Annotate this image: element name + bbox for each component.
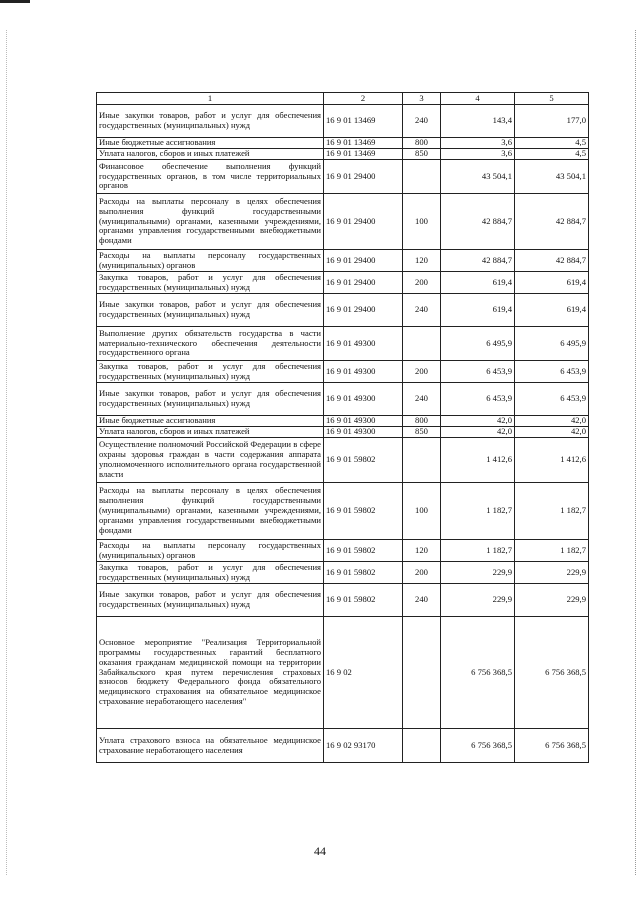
table-row: [97, 483, 589, 540]
cell-amount-year-2: 42,0: [515, 416, 589, 427]
cell-amount-year-1: 619,4: [441, 294, 515, 327]
cell-expense-type: 200: [403, 562, 441, 584]
cell-code: 16 9 01 49300: [324, 383, 403, 416]
cell-name: Финансовое обеспечение выполнения функций государственных органов, в том числе территориальных органов: [97, 160, 324, 194]
cell-expense-type: 850: [403, 149, 441, 160]
cell-code: 16 9 01 49300: [324, 327, 403, 361]
table-row: [97, 327, 589, 361]
cell-name: Иные бюджетные ассигнования: [97, 416, 324, 427]
cell-expense-type: 100: [403, 194, 441, 250]
scan-right-edge: [635, 30, 636, 875]
cell-expense-type: 120: [403, 540, 441, 562]
cell-code: 16 9 01 59802: [324, 483, 403, 540]
cell-amount-year-1: 43 504,1: [441, 160, 515, 194]
cell-expense-type: [403, 617, 441, 729]
cell-code: 16 9 01 13469: [324, 149, 403, 160]
page-number: 44: [314, 844, 326, 858]
header-col-2: 2: [324, 93, 403, 105]
cell-amount-year-1: 3,6: [441, 149, 515, 160]
table-row: [97, 540, 589, 562]
cell-amount-year-2: 229,9: [515, 562, 589, 584]
cell-expense-type: 800: [403, 138, 441, 149]
scan-corner-mark: [0, 0, 30, 3]
header-row: [97, 93, 589, 105]
cell-expense-type: [403, 160, 441, 194]
cell-name: Иные закупки товаров, работ и услуг для обеспечения государственных (муниципальных) нужд: [97, 105, 324, 138]
table-row: [97, 272, 589, 294]
cell-name: Осуществление полномочий Российской Федерации в сфере охраны здоровья граждан в части содержания аппарата уполномоченного исполнительного органа государственной власти: [97, 438, 324, 483]
cell-name: Расходы на выплаты персоналу государственных (муниципальных) органов: [97, 250, 324, 272]
table-row: [97, 250, 589, 272]
cell-amount-year-2: 1 412,6: [515, 438, 589, 483]
cell-code: 16 9 01 59802: [324, 540, 403, 562]
table-row: [97, 729, 589, 763]
table-row: [97, 149, 589, 160]
cell-amount-year-1: 42 884,7: [441, 250, 515, 272]
cell-expense-type: 240: [403, 105, 441, 138]
cell-name: Расходы на выплаты персоналу государственных (муниципальных) органов: [97, 540, 324, 562]
cell-name: Основное мероприятие "Реализация Территориальной программы государственных гарантий бесплатного оказания гражданам медицинской помощи на территории Забайкальского края путем перечисления страховых взносов бюджету Федерального фонда обязательного медицинского страхования на обязательное медицинское страхование неработающего населения": [97, 617, 324, 729]
table-row: [97, 138, 589, 149]
cell-amount-year-2: 43 504,1: [515, 160, 589, 194]
cell-code: 16 9 01 49300: [324, 416, 403, 427]
cell-amount-year-1: 1 412,6: [441, 438, 515, 483]
table-row: [97, 160, 589, 194]
header-col-5: 5: [515, 93, 589, 105]
table-row: [97, 416, 589, 427]
cell-code: 16 9 01 59802: [324, 584, 403, 617]
header-col-1: 1: [97, 93, 324, 105]
cell-expense-type: 200: [403, 272, 441, 294]
budget-table: [96, 92, 589, 763]
table-row: [97, 427, 589, 438]
cell-amount-year-2: 1 182,7: [515, 483, 589, 540]
cell-amount-year-1: 6 453,9: [441, 361, 515, 383]
cell-amount-year-1: 6 495,9: [441, 327, 515, 361]
cell-amount-year-2: 6 756 368,5: [515, 617, 589, 729]
cell-amount-year-1: 619,4: [441, 272, 515, 294]
cell-amount-year-2: 42,0: [515, 427, 589, 438]
table-row: [97, 294, 589, 327]
cell-name: Иные бюджетные ассигнования: [97, 138, 324, 149]
cell-amount-year-1: 1 182,7: [441, 540, 515, 562]
table-row: [97, 105, 589, 138]
cell-expense-type: 800: [403, 416, 441, 427]
cell-name: Иные закупки товаров, работ и услуг для обеспечения государственных (муниципальных) нужд: [97, 584, 324, 617]
cell-amount-year-1: 42,0: [441, 427, 515, 438]
cell-amount-year-1: 42,0: [441, 416, 515, 427]
cell-code: 16 9 02: [324, 617, 403, 729]
cell-code: 16 9 01 59802: [324, 562, 403, 584]
cell-name: Иные закупки товаров, работ и услуг для обеспечения государственных (муниципальных) нужд: [97, 294, 324, 327]
table-row: [97, 438, 589, 483]
table-row: [97, 584, 589, 617]
cell-code: 16 9 01 59802: [324, 438, 403, 483]
cell-amount-year-2: 42 884,7: [515, 194, 589, 250]
table-row: [97, 562, 589, 584]
cell-amount-year-2: 6 453,9: [515, 361, 589, 383]
cell-expense-type: 100: [403, 483, 441, 540]
header-col-3: 3: [403, 93, 441, 105]
cell-name: Уплата налогов, сборов и иных платежей: [97, 149, 324, 160]
cell-code: 16 9 01 29400: [324, 250, 403, 272]
cell-name: Уплата страхового взноса на обязательное медицинское страхование неработающего населения: [97, 729, 324, 763]
cell-name: Расходы на выплаты персоналу в целях обеспечения выполнения функций государственными (муниципальными) органами, казенными учреждениями, органами управления государственными внебюджетными фондами: [97, 483, 324, 540]
cell-code: 16 9 01 49300: [324, 361, 403, 383]
cell-name: Закупка товаров, работ и услуг для обеспечения государственных (муниципальных) нужд: [97, 361, 324, 383]
cell-name: Закупка товаров, работ и услуг для обеспечения государственных (муниципальных) нужд: [97, 272, 324, 294]
table-row: [97, 617, 589, 729]
budget-table-body: [97, 93, 589, 763]
cell-amount-year-2: 6 756 368,5: [515, 729, 589, 763]
cell-amount-year-1: 6 756 368,5: [441, 729, 515, 763]
cell-amount-year-1: 229,9: [441, 562, 515, 584]
cell-amount-year-1: 6 756 368,5: [441, 617, 515, 729]
cell-expense-type: 240: [403, 584, 441, 617]
cell-expense-type: 240: [403, 294, 441, 327]
cell-amount-year-2: 177,0: [515, 105, 589, 138]
cell-code: 16 9 01 29400: [324, 294, 403, 327]
cell-amount-year-2: 6 453,9: [515, 383, 589, 416]
table-row: [97, 194, 589, 250]
cell-amount-year-2: 4,5: [515, 138, 589, 149]
cell-code: 16 9 01 29400: [324, 194, 403, 250]
table-row: [97, 361, 589, 383]
cell-expense-type: 240: [403, 383, 441, 416]
cell-amount-year-1: 42 884,7: [441, 194, 515, 250]
cell-code: 16 9 01 13469: [324, 105, 403, 138]
cell-name: Уплата налогов, сборов и иных платежей: [97, 427, 324, 438]
cell-name: Расходы на выплаты персоналу в целях обеспечения выполнения функций государственными (муниципальными) органами, казенными учреждениями, органами управления государственными внебюджетными фондами: [97, 194, 324, 250]
cell-amount-year-2: 6 495,9: [515, 327, 589, 361]
cell-name: Выполнение других обязательств государства в части материально-технического обеспечения деятельности государственного органа: [97, 327, 324, 361]
cell-code: 16 9 01 13469: [324, 138, 403, 149]
cell-amount-year-1: 3,6: [441, 138, 515, 149]
scan-left-edge: [6, 30, 7, 875]
cell-amount-year-1: 6 453,9: [441, 383, 515, 416]
cell-amount-year-2: 619,4: [515, 294, 589, 327]
cell-name: Иные закупки товаров, работ и услуг для обеспечения государственных (муниципальных) нужд: [97, 383, 324, 416]
cell-expense-type: [403, 438, 441, 483]
cell-amount-year-2: 42 884,7: [515, 250, 589, 272]
table-row: [97, 383, 589, 416]
cell-amount-year-2: 229,9: [515, 584, 589, 617]
cell-expense-type: 120: [403, 250, 441, 272]
cell-expense-type: [403, 327, 441, 361]
cell-amount-year-1: 143,4: [441, 105, 515, 138]
cell-code: 16 9 01 29400: [324, 160, 403, 194]
cell-code: 16 9 01 49300: [324, 427, 403, 438]
cell-amount-year-1: 229,9: [441, 584, 515, 617]
cell-code: 16 9 02 93170: [324, 729, 403, 763]
cell-amount-year-2: 4,5: [515, 149, 589, 160]
cell-expense-type: [403, 729, 441, 763]
header-col-4: 4: [441, 93, 515, 105]
cell-amount-year-2: 619,4: [515, 272, 589, 294]
cell-name: Закупка товаров, работ и услуг для обеспечения государственных (муниципальных) нужд: [97, 562, 324, 584]
cell-amount-year-2: 1 182,7: [515, 540, 589, 562]
cell-expense-type: 200: [403, 361, 441, 383]
cell-amount-year-1: 1 182,7: [441, 483, 515, 540]
cell-code: 16 9 01 29400: [324, 272, 403, 294]
cell-expense-type: 850: [403, 427, 441, 438]
